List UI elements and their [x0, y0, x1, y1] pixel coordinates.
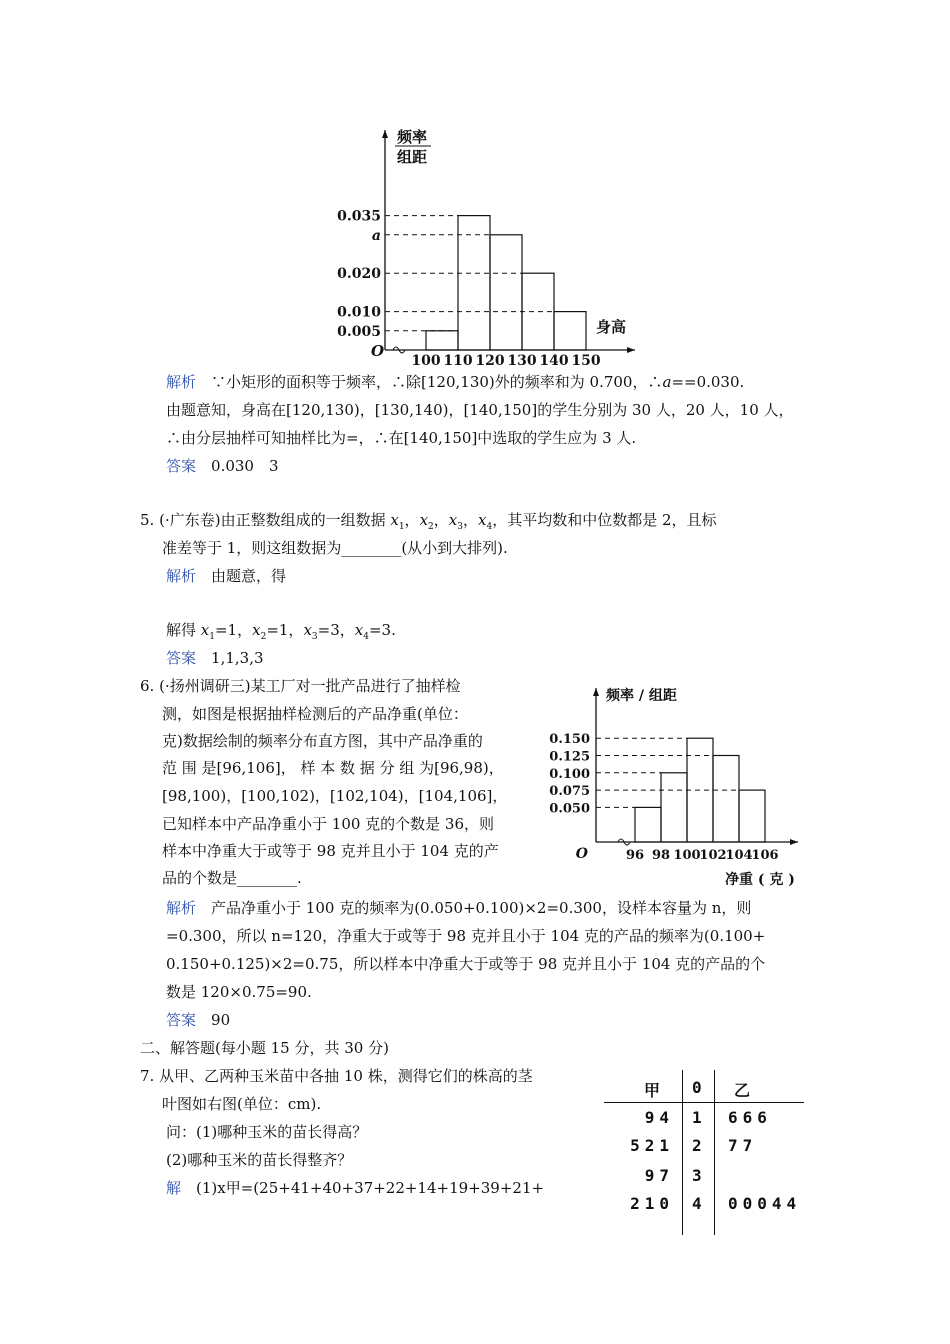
- q5-stem-line2: 准差等于 1，则这组数据为________(从小到大排列).: [162, 539, 508, 557]
- histogram-bar: [713, 756, 739, 843]
- y-axis-arrow: [593, 688, 599, 696]
- x-axis-arrow: [627, 347, 635, 353]
- x-axis-label: 身高: [596, 318, 627, 336]
- q6-stem-line5: [98,100)，[100,102)，[102,104)，[104,106]，: [162, 787, 508, 805]
- x-tick-label: 96: [625, 848, 645, 863]
- y-axis-arrow: [382, 130, 388, 138]
- q6-stem-line8: 品的个数是________.: [162, 869, 302, 887]
- header-jia: 甲: [644, 1081, 666, 1100]
- q7-question2: (2)哪种玉米的苗长得整齐？: [166, 1151, 353, 1169]
- q5-answer: 答案 1,1,3,3: [166, 649, 264, 667]
- x-tick-label: 140: [539, 353, 569, 365]
- q6-analysis-line4: 数是 120×0.75=90.: [166, 983, 312, 1001]
- origin-label: O: [371, 342, 385, 360]
- histogram-bar: [426, 331, 458, 350]
- q4-analysis-line1: 解析 ∵小矩形的面积等于频率，∴除[120,130)外的频率和为 0.700，∴a==0.030.: [166, 373, 745, 391]
- y-tick-label: 0.050: [549, 801, 590, 817]
- q6-stem-line1: 6. (·扬州调研三)某工厂对一批产品进行了抽样检: [140, 677, 461, 695]
- y-tick-label: 0.010: [337, 304, 381, 321]
- right-leaves-1: 666: [728, 1108, 772, 1127]
- left-leaves-1: 94: [644, 1108, 674, 1127]
- left-leaves-3: 97: [644, 1166, 674, 1185]
- q7-question1: 问：(1)哪种玉米的苗长得高？: [166, 1123, 368, 1141]
- x-axis-arrow: [790, 839, 798, 845]
- q6-analysis-line3: 0.150+0.125)×2=0.75，所以样本中净重大于或等于 98 克并且小于 104 克的产品的个: [166, 955, 766, 973]
- right-leaves-2: 77: [728, 1136, 758, 1155]
- x-tick-label: 130: [507, 353, 537, 365]
- solution-label: 解: [166, 1179, 182, 1197]
- histogram-bar: [635, 807, 661, 842]
- x-tick-label: 104: [725, 848, 753, 863]
- q6-stem-line7: 样本中净重大于或等于 98 克并且小于 104 克的产: [162, 842, 499, 860]
- q5-stem-line1: 5. (·广东卷)由正整数组成的一组数据 $x_1$，$x_2$，$x_3$，$x_4$，其平均数和中位数都是 2，且标: [140, 511, 717, 532]
- q6-stem-line6: 已知样本中产品净重小于 100 克的个数是 36，则: [162, 815, 495, 833]
- height-histogram: [330, 120, 650, 365]
- origin-label: O: [575, 846, 588, 862]
- y-tick-label: a: [371, 227, 381, 244]
- y-label-bottom: 组距: [397, 148, 428, 166]
- q5-solution: 解得 $x_1=1$，$x_2=1$，$x_3=3$，$x_4=3$.: [166, 621, 396, 642]
- histogram-bar: [458, 216, 490, 350]
- y-tick-label: 0.150: [549, 732, 590, 748]
- q7-stem-line2: 叶图如右图(单位：cm).: [162, 1095, 322, 1113]
- y-tick-label: 0.020: [337, 266, 381, 283]
- y-tick-label: 0.125: [549, 749, 590, 765]
- header-yi: 乙: [734, 1081, 756, 1100]
- analysis-label: 解析: [166, 567, 197, 585]
- q4-analysis-line3: ∴由分层抽样可知抽样比为=，∴在[140,150]中选取的学生应为 3 人.: [166, 429, 637, 447]
- left-leaves-4: 210: [630, 1194, 674, 1213]
- q6-answer: 答案 90: [166, 1011, 231, 1029]
- x-tick-label: 100: [411, 353, 441, 365]
- answer-label: 答案: [166, 457, 197, 475]
- histogram-bar: [490, 235, 522, 350]
- left-leaves-2: 521: [630, 1136, 674, 1155]
- q6-analysis-line2: =0.300，所以 n=120，净重大于或等于 98 克并且小于 104 克的产品的频率为(0.100+: [166, 927, 766, 945]
- header-stem: 0: [692, 1078, 707, 1097]
- histogram-bar: [739, 790, 765, 842]
- q4-analysis-line2: 由题意知，身高在[120,130)，[130,140)，[140,150]的学生分别为 30 人，20 人，10 人，: [166, 401, 794, 419]
- q6-stem-line3: 克)数据绘制的频率分布直方图，其中产品净重的: [162, 732, 483, 750]
- answer-label: 答案: [166, 1011, 197, 1029]
- y-tick-label: 0.075: [549, 784, 590, 800]
- x-tick-label: 102: [699, 848, 727, 863]
- y-axis-label: 频率 / 组距: [606, 688, 677, 704]
- x-tick-label: 110: [443, 353, 473, 365]
- q4-answer: 答案 0.030 3: [166, 457, 279, 475]
- q6-stem-line2: 测，如图是根据抽样检测后的产品净重(单位：: [162, 705, 468, 723]
- y-tick-label: 0.005: [337, 323, 381, 340]
- stem-3: 3: [692, 1166, 707, 1185]
- x-tick-label: 100: [673, 848, 701, 863]
- x-tick-label: 98: [651, 848, 671, 863]
- right-leaves-4: 00044: [728, 1194, 802, 1213]
- histogram-bar: [661, 773, 687, 842]
- stem-1: 1: [692, 1108, 707, 1127]
- analysis-label: 解析: [166, 899, 197, 917]
- answer-label: 答案: [166, 649, 197, 667]
- q5-analysis: 解析 由题意，得: [166, 567, 287, 585]
- q7-stem-line1: 7. 从甲、乙两种玉米苗中各抽 10 株，测得它们的株高的茎: [140, 1067, 533, 1085]
- x-axis-label: 净重 ( 克 ): [725, 872, 795, 888]
- q6-stem-line4: 范 围 是[96,106]， 样 本 数 据 分 组 为[96,98)，: [162, 759, 504, 777]
- x-tick-label: 150: [571, 353, 601, 365]
- analysis-label: 解析: [166, 373, 197, 391]
- section-heading: 二、解答题(每小题 15 分，共 30 分): [140, 1039, 389, 1057]
- q6-analysis-line1: 解析 产品净重小于 100 克的频率为(0.050+0.100)×2=0.300，设样本容量为 n，则: [166, 899, 752, 917]
- stem-2: 2: [692, 1136, 707, 1155]
- histogram-bar: [554, 312, 586, 350]
- y-tick-label: 0.035: [337, 208, 381, 225]
- q7-solution-line1: 解 (1)x甲=(25+41+40+37+22+14+19+39+21+: [166, 1179, 545, 1197]
- x-tick-label: 106: [751, 848, 779, 863]
- y-tick-label: 0.100: [549, 766, 590, 782]
- stem-leaf-plot: [604, 1070, 814, 1235]
- weight-histogram: [548, 680, 808, 890]
- y-label-top: 频率: [397, 128, 428, 146]
- x-tick-label: 120: [475, 353, 505, 365]
- stem-4: 4: [692, 1194, 707, 1213]
